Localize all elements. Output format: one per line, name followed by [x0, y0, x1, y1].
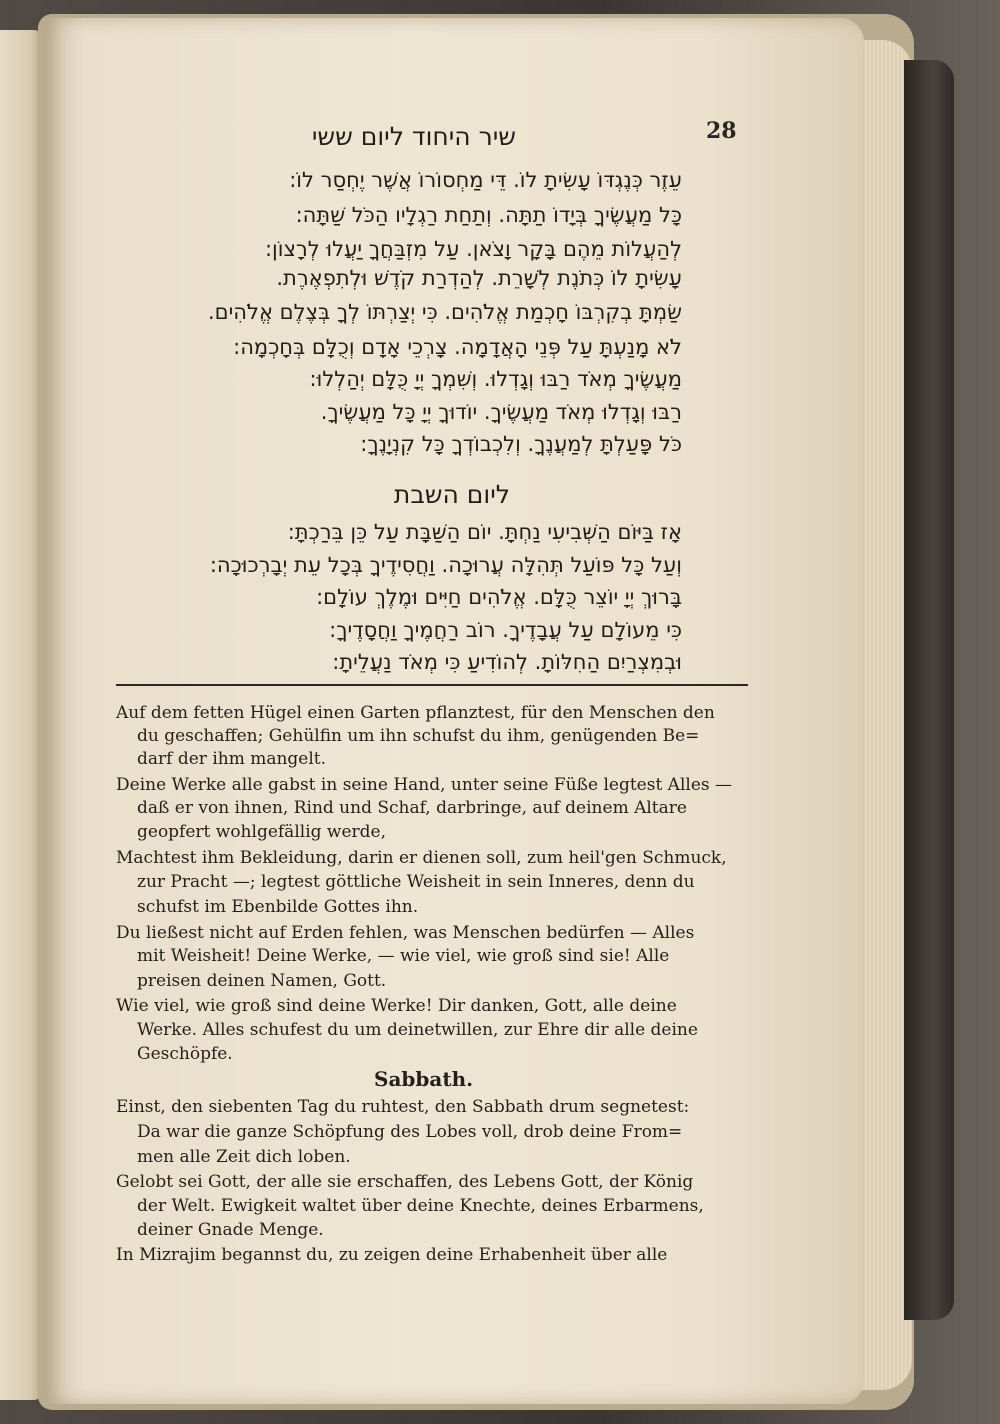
- german-line: darf der ihm mangelt.: [137, 749, 327, 769]
- separator-rule: [116, 684, 748, 686]
- hebrew-line: מַעֲשֶׂיךָ מְאֹד רַבּוּ וְגָדְלוּ. וְשִׁמְךָ יְיָ כֻּלָּם יְהַלְלוּ:: [309, 367, 682, 391]
- german-line: Gelobt sei Gott, der alle sie erschaffen, des Lebens Gott, der König: [116, 1172, 694, 1192]
- hebrew-line: כֹּל פָּעַלְתָּ לְמַעֲנֶךָ. וְלִכְבוֹדְךָ כָּל קִנְיָנֶךָ:: [360, 432, 682, 456]
- german-line: Werke. Alles schufest du um deinetwillen, zur Ehre dir alle deine: [137, 1020, 698, 1040]
- hebrew-line: בָּרוּךְ יְיָ יוֹצֵר כֻּלָּם. אֱלֹהִים חַיִּים וּמֶלֶךְ עוֹלָם:: [316, 585, 682, 609]
- german-line: zur Pracht —; legtest göttliche Weisheit in sein Inneres, denn du: [137, 872, 695, 892]
- german-line: preisen deinen Namen, Gott.: [137, 971, 387, 991]
- german-line: Einst, den siebenten Tag du ruhtest, den Sabbath drum segnetest:: [116, 1097, 690, 1117]
- hebrew-line: שַׂמְתָּ בְקִרְבּוֹ חָכְמַת אֱלֹהִים. כִּי יְצַרְתּוֹ לְךָ בְּצֶלֶם אֱלֹהִים.: [207, 300, 682, 324]
- german-line: deiner Gnade Menge.: [137, 1220, 324, 1240]
- german-line: Geschöpfe.: [137, 1044, 233, 1064]
- german-line: schufst im Ebenbilde Gottes ihn.: [137, 897, 419, 917]
- hebrew-line: וּבְמִצְרַיִם הַחִלּוֹתָ. לְהוֹדִיעַ כִּי מְאֹד נַעֲלֵיתָ:: [332, 650, 682, 674]
- german-line: Auf dem fetten Hügel einen Garten pflanztest, für den Menschen den: [116, 703, 715, 723]
- hebrew-line: וְעַל כָּל פּוֹעַל תְּהִלָּה עֲרוּכָה. וַחֲסִידֶיךָ בְּכָל עֵת יְבָרְכוּכָה:: [209, 553, 682, 577]
- hebrew-line: לְהַעֲלוֹת מֵהֶם בָּקָר וָצֹאן. עַל מִזְבַּחֲךָ יַעֲלוּ לְרָצוֹן:: [264, 237, 682, 261]
- page-number: 28: [706, 118, 737, 144]
- german-line: geopfert wohlgefällig werde,: [137, 822, 386, 842]
- german-line: Deine Werke alle gabst in seine Hand, unter seine Füße legtest Alles —: [116, 775, 733, 795]
- german-line: mit Weisheit! Deine Werke, — wie viel, wie groß sind sie! Alle: [137, 946, 670, 966]
- hebrew-line: רַבּוּ וְגָדְלוּ מְאֹד מַעֲשֶׂיךָ. יוֹדוּךָ יְיָ כָּל מַעֲשֶׂיךָ.: [320, 400, 682, 424]
- german-line: der Welt. Ewigkeit waltet über deine Knechte, deines Erbarmens,: [137, 1196, 704, 1216]
- german-line: Machtest ihm Bekleidung, darin er dienen soll, zum heil'gen Schmuck,: [116, 848, 727, 868]
- german-line: daß er von ihnen, Rind und Schaf, darbringe, auf deinem Altare: [137, 798, 687, 818]
- hebrew-title: שיר היחוד ליום ששי: [311, 122, 516, 151]
- hebrew-line: כִּי מֵעוֹלָם עַל עֲבָדֶיךָ. רוֹב רַחֲמֶיךָ וַחֲסָדֶיךָ:: [329, 618, 682, 642]
- hebrew-subtitle: ליום השבת: [393, 480, 510, 509]
- german-line: men alle Zeit dich loben.: [137, 1147, 351, 1167]
- german-line: Wie viel, wie groß sind deine Werke! Dir danken, Gott, alle deine: [116, 996, 677, 1016]
- german-line: Du ließest nicht auf Erden fehlen, was Menschen bedürfen — Alles: [116, 923, 695, 943]
- hebrew-line: עֵזֶר כְּנֶגְדּוֹ עָשִׂיתָ לוֹ. דֵּי מַחְסוֹרוֹ אֲשֶׁר יֶחְסַר לוֹ:: [289, 168, 682, 192]
- hebrew-line: אָז בַּיּוֹם הַשְּׁבִיעִי נַחְתָּ. יוֹם הַשַּׁבָּת עַל כֵּן בֵּרַכְתָּ:: [287, 520, 682, 544]
- hebrew-line: כָּל מַעֲשֶׂיךָ בְּיָדוֹ תַתָּה. וְתַחַת רַגְלָיו הַכֹּל שַׁתָּה:: [295, 203, 682, 227]
- hebrew-line: לֹא מָנַעְתָּ עַל פְּנֵי הָאֲדָמָה. צָרְכֵי אָדָם וְכֻלָּם בְּחָכְמָה:: [233, 335, 682, 359]
- german-heading: Sabbath.: [374, 1067, 474, 1091]
- german-line: du geschaffen; Gehülfin um ihn schufst du ihm, genügenden Be=: [137, 726, 700, 746]
- german-line: Da war die ganze Schöpfung des Lobes voll, drob deine From=: [137, 1122, 683, 1142]
- german-line: In Mizrajim begannst du, zu zeigen deine Erhabenheit über alle: [116, 1245, 668, 1265]
- hebrew-line: עָשִׂיתָ לוֹ כְּתֹנֶת לְשָׁרֵת. לְהַדְרַת קֹדֶשׁ וּלְתִפְאֶרֶת.: [276, 266, 682, 290]
